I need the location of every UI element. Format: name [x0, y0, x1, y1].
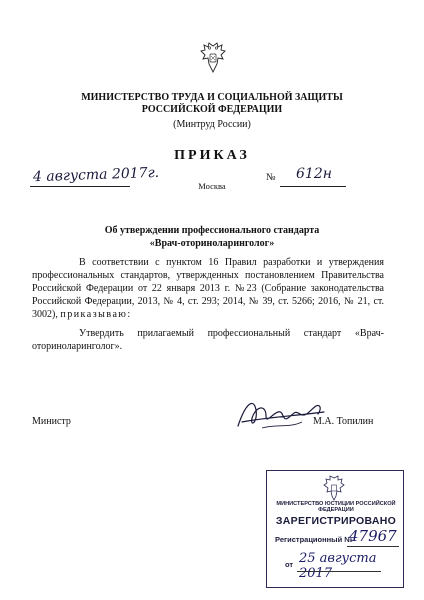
stamp-emblem-icon — [321, 475, 347, 501]
stamp-date: 25 августа 2017 — [299, 551, 377, 581]
order-subject — [0, 224, 424, 250]
city: Москва — [198, 181, 226, 191]
ministry-name-line1: МИНИСТЕРСТВО ТРУДА И СОЦИАЛЬНОЙ ЗАЩИТЫ — [81, 92, 343, 103]
subject-line2: «Врач-оториноларинголог» — [149, 238, 275, 249]
stamp-date-underline — [297, 571, 381, 572]
subject-line1: Об утверждении профессионального стандарта — [104, 225, 320, 236]
number-sign: № — [266, 172, 276, 183]
registration-stamp — [266, 470, 404, 588]
ministry-name — [0, 92, 424, 116]
russian-coat-of-arms-icon — [199, 42, 227, 74]
signatory-position: Министр — [32, 416, 71, 427]
stamp-reg-number-underline — [347, 546, 399, 547]
order-word: приказываю: — [60, 309, 132, 320]
order-number: 612н — [296, 166, 332, 182]
ministry-short-name: (Минтруд России) — [173, 119, 251, 130]
stamp-date-label: от — [285, 560, 294, 569]
stamp-registered-label: ЗАРЕГИСТРИРОВАНО — [275, 515, 397, 527]
order-date: 4 августа 2017г. — [32, 164, 160, 186]
body-paragraph-1 — [32, 256, 384, 321]
ministry-name-line2: РОССИЙСКОЙ ФЕДЕРАЦИИ — [141, 104, 283, 115]
stamp-reg-number-label: Регистрационный № — [275, 535, 353, 544]
handwritten-signature-icon — [232, 392, 328, 436]
body-paragraph-2: Утвердить прилагаемый профессиональный стандарт «Врач-оториноларинголог». — [32, 328, 384, 352]
signatory-name: М.А. Топилин — [313, 416, 374, 427]
stamp-organization: МИНИСТЕРСТВО ЮСТИЦИИ РОССИЙСКОЙ ФЕДЕРАЦИИ — [276, 501, 396, 513]
paragraph-1-text: В соответствии с пунктом 16 Правил разработки и утверждения профессиональных стандартов, утвержденных постановлением Правительства Российской Федерации от 22 января 2013 г. №23 (Собрание законодательства Российской Федерации, 2013, № 4, ст. 293; 2014, № 39, ст. 5266; 2016, № 21, ст. 3002), — [32, 257, 384, 320]
stamp-reg-number: 47967 — [349, 527, 397, 545]
document-type: ПРИКАЗ — [174, 148, 250, 163]
